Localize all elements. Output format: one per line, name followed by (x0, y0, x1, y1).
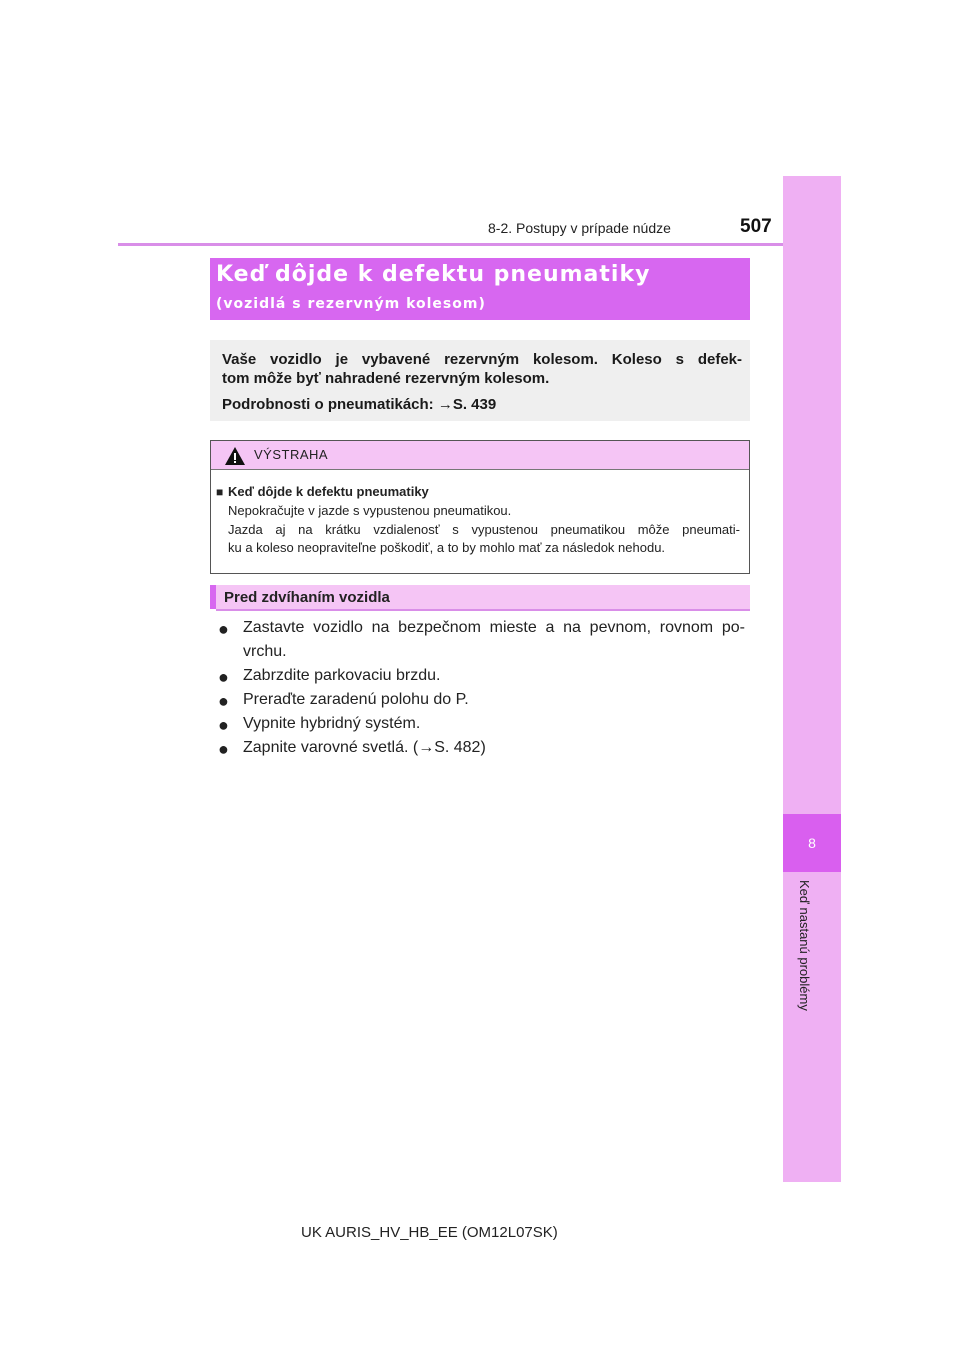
intro-reference-link[interactable]: Podrobnosti o pneumatikách: →S. 439 (222, 396, 497, 413)
bullet-icon: ● (218, 691, 229, 711)
bullet-icon: ● (218, 619, 229, 639)
section-heading-underline (216, 609, 750, 611)
side-chapter-strip (783, 176, 841, 1182)
warning-subheading: Keď dôjde k defektu pneumatiky (228, 484, 429, 499)
intro-line-2: tom môže byť nahradené rezervným kolesom. (222, 370, 550, 387)
page-subtitle: (vozidlá s rezervným kolesom) (216, 296, 486, 312)
intro-line-1: Vaše vozidlo je vybavené rezervným kolesom. Koleso s defek- (222, 351, 742, 368)
page-number: 507 (740, 216, 772, 237)
warning-line-3: ku a koleso neopraviteľne poškodiť, a to by mohlo mať za následok nehodu. (228, 540, 666, 555)
section-heading-accent-bar (210, 585, 216, 609)
warning-line-2: Jazda aj na krátku vzdialenosť s vypustenou pneumatikou môže pneumati- (228, 522, 740, 537)
warning-subheading-square-icon: ■ (216, 485, 224, 499)
header-divider (118, 243, 841, 246)
bullet-icon: ● (218, 715, 229, 735)
warning-title: VÝSTRAHA (254, 447, 329, 462)
side-chapter-number: 8 (783, 814, 841, 872)
section-heading: Pred zdvíhaním vozidla (224, 589, 390, 606)
warning-triangle-icon (224, 446, 246, 466)
header-section-title: 8-2. Postupy v prípade núdze (488, 220, 671, 236)
bullet-item-5-reference-link[interactable]: Zapnite varovné svetlá. (→S. 482) (243, 739, 486, 756)
warning-line-1: Nepokračujte v jazde s vypustenou pneumatikou. (228, 503, 512, 518)
bullet-item-4: Vypnite hybridný systém. (243, 715, 421, 732)
bullet-item-3: Preraďte zaradenú polohu do P. (243, 691, 469, 708)
bullet-item-2: Zabrzdite parkovaciu brzdu. (243, 667, 441, 684)
footer-document-code: UK AURIS_HV_HB_EE (OM12L07SK) (301, 1224, 558, 1241)
bullet-icon: ● (218, 667, 229, 687)
bullet-item-1-line-1: Zastavte vozidlo na bezpečnom mieste a na pevnom, rovnom po- (243, 619, 745, 636)
bullet-icon: ● (218, 739, 229, 759)
bullet-item-1-line-2: vrchu. (243, 643, 287, 660)
side-chapter-title: Keď nastanú problémy (797, 880, 812, 1011)
page-title: Keď dôjde k defektu pneumatiky (216, 262, 651, 287)
